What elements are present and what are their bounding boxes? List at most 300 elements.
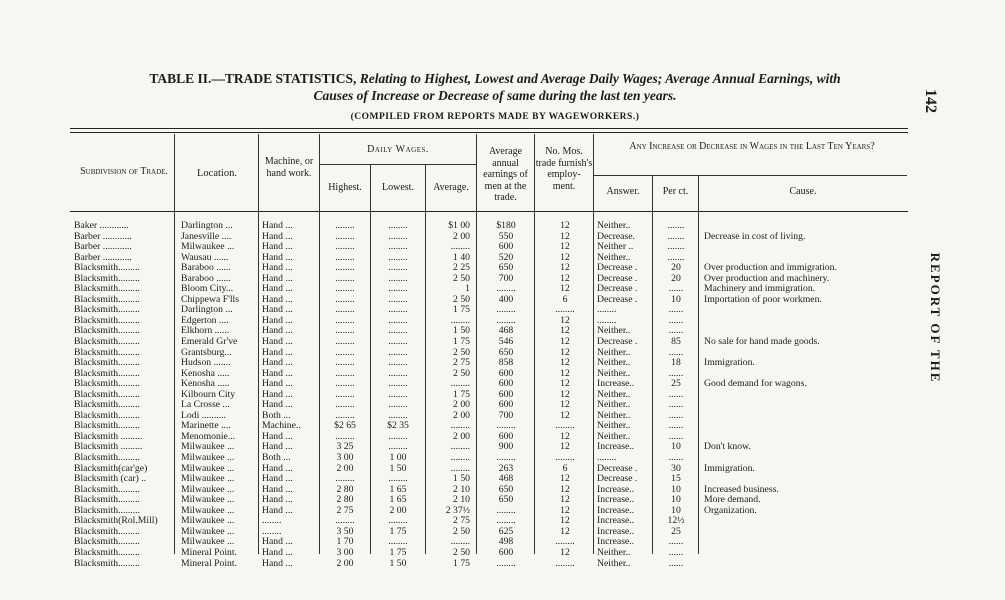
cell-lowest: ........ [388, 263, 408, 274]
header-answer: Answer. [606, 186, 640, 197]
cell-months: 12 [560, 273, 570, 284]
cell-earnings: 650 [498, 484, 514, 495]
cell-percent: ...... [668, 389, 684, 400]
cell-location: Hudson ....... [181, 358, 231, 369]
cell-average: 1 75 [453, 337, 470, 348]
cell-average: 2 50 [453, 347, 470, 358]
cell-cause: Machinery and immigration. [704, 284, 816, 295]
cell-machine: Hand ... [262, 305, 293, 316]
cell-percent: ...... [668, 400, 684, 411]
cell-answer: Increase.. [597, 442, 635, 453]
cell-average: ........ [450, 379, 470, 390]
cell-lowest: 1 00 [389, 453, 407, 464]
cell-cause: Decrease in cost of living. [704, 231, 806, 242]
cell-months: ........ [555, 453, 575, 464]
cell-average: 2 10 [453, 495, 470, 506]
cell-highest: 2 00 [336, 558, 354, 569]
cell-average: ........ [450, 537, 470, 548]
cell-percent: ...... [668, 326, 684, 337]
cell-months: 12 [560, 526, 570, 537]
cell-earnings: ........ [496, 505, 516, 516]
cell-highest: ........ [335, 431, 355, 442]
cell-location: Milwaukee ... [181, 537, 235, 548]
cell-machine: Hand ... [262, 284, 293, 295]
cell-months: 12 [560, 284, 570, 295]
cell-months: 12 [560, 389, 570, 400]
cell-location: Marinette .... [181, 421, 231, 432]
cell-earnings: ........ [496, 284, 516, 295]
cell-answer: Neither.. [597, 252, 631, 263]
cell-earnings: 550 [498, 231, 514, 242]
table-row [0, 537, 1005, 548]
cell-earnings: ........ [496, 516, 516, 527]
cell-percent: 15 [671, 474, 681, 485]
cell-cause: Over production and machinery. [704, 273, 830, 284]
cell-answer: Neither.. [597, 547, 631, 558]
cell-highest: ........ [335, 358, 355, 369]
cell-average: 2 25 [453, 263, 470, 274]
cell-location: Milwaukee ... [181, 474, 235, 485]
cell-location: Darlington ... [181, 305, 233, 316]
cell-subdivision: Blacksmith......... [74, 410, 140, 421]
cell-machine: Hand ... [262, 294, 293, 305]
cell-earnings: 650 [498, 495, 514, 506]
cell-subdivision: Barber ............ [74, 252, 132, 263]
cell-lowest: 1 50 [389, 558, 407, 569]
cell-average: 2 37½ [445, 505, 470, 516]
cell-highest: ........ [335, 252, 355, 263]
cell-percent: ....... [667, 252, 685, 263]
cell-answer: Increase.. [597, 516, 635, 527]
table-row [0, 464, 1005, 475]
cell-earnings: 468 [498, 326, 514, 337]
cell-percent: ...... [668, 547, 684, 558]
cell-subdivision: Blacksmith......... [74, 273, 140, 284]
cell-answer: Neither.. [597, 368, 631, 379]
cell-cause: Increased business. [704, 484, 779, 495]
cell-location: La Crosse ... [181, 400, 230, 411]
cell-average: 1 75 [453, 389, 470, 400]
cell-subdivision: Blacksmith......... [74, 315, 140, 326]
cell-earnings: 498 [498, 537, 514, 548]
cell-machine: Hand ... [262, 337, 293, 348]
cell-percent: 18 [671, 358, 681, 369]
cell-average: ........ [450, 242, 470, 253]
daily-wages-underline [320, 164, 476, 165]
cell-highest: ........ [335, 474, 355, 485]
cell-answer: Decrease . [597, 463, 638, 474]
cell-machine: Machine.. [262, 421, 301, 432]
cell-highest: 3 00 [336, 547, 354, 558]
cell-earnings: ........ [496, 453, 516, 464]
cell-subdivision: Blacksmith......... [74, 558, 140, 569]
cell-answer: Decrease . [597, 273, 638, 284]
cell-average: 1 75 [453, 558, 470, 569]
table-row [0, 232, 1005, 243]
cell-subdivision: Barber ............ [74, 231, 132, 242]
change-group-underline [594, 175, 907, 176]
cell-subdivision: Blacksmith (car) .. [74, 474, 147, 485]
cell-subdivision: Blacksmith......... [74, 484, 140, 495]
cell-months: 12 [560, 315, 570, 326]
header-highest: Highest. [328, 182, 362, 193]
cell-subdivision: Blacksmith(car'ge) [74, 463, 148, 474]
cell-cause: Good demand for wagons. [704, 379, 807, 390]
header-location: Location. [197, 168, 237, 179]
cell-months: 12 [560, 242, 570, 253]
cell-machine: Hand ... [262, 358, 293, 369]
cell-lowest: ........ [388, 305, 408, 316]
table-row [0, 411, 1005, 422]
cell-average: 1 75 [453, 305, 470, 316]
cell-percent: 85 [671, 337, 681, 348]
cell-earnings: 858 [498, 358, 514, 369]
cell-highest: ........ [335, 326, 355, 337]
cell-machine: Hand ... [262, 389, 293, 400]
cell-lowest: ........ [388, 252, 408, 263]
table-row [0, 358, 1005, 369]
cell-percent: 10 [671, 505, 681, 516]
cell-location: Kilbourn City [181, 389, 236, 400]
cell-lowest: 1 75 [389, 547, 407, 558]
cell-average: 1 50 [453, 326, 470, 337]
cell-machine: Hand ... [262, 463, 293, 474]
cell-answer: Increase.. [597, 379, 635, 390]
cell-percent: 10 [671, 294, 681, 305]
cell-subdivision: Blacksmith......... [74, 400, 140, 411]
cell-machine: Hand ... [262, 547, 293, 558]
cell-location: Edgerton .... [181, 315, 229, 326]
cell-earnings: 468 [498, 474, 514, 485]
cell-location: Mineral Point. [181, 547, 237, 558]
title-sub-a: Relating to Highest, Lowest and Average Daily Wages; Average Annual Earnings, with [359, 71, 841, 86]
cell-highest: 2 00 [336, 463, 354, 474]
cell-location: Elkhorn ...... [181, 326, 230, 337]
cell-highest: ........ [335, 400, 355, 411]
cell-highest: ........ [335, 294, 355, 305]
cell-percent: ...... [668, 315, 684, 326]
cell-months: 12 [560, 442, 570, 453]
cell-earnings: 600 [498, 368, 514, 379]
cell-percent: ....... [667, 242, 685, 253]
cell-lowest: ........ [388, 410, 408, 421]
cell-highest: 3 50 [336, 526, 354, 537]
cell-subdivision: Blacksmith......... [74, 263, 140, 274]
cell-earnings: 600 [498, 400, 514, 411]
cell-percent: ...... [668, 453, 684, 464]
cell-highest: ........ [335, 273, 355, 284]
cell-subdivision: Blacksmith ......... [74, 431, 143, 442]
cell-lowest: ........ [388, 400, 408, 411]
cell-lowest: 2 00 [389, 505, 407, 516]
cell-location: Milwaukee ... [181, 442, 235, 453]
cell-earnings: 900 [498, 442, 514, 453]
cell-machine: Hand ... [262, 368, 293, 379]
cell-highest: 2 75 [336, 505, 354, 516]
cell-answer: Neither.. [597, 389, 631, 400]
cell-highest: ........ [335, 263, 355, 274]
cell-answer: Increase.. [597, 537, 635, 548]
cell-machine: Hand ... [262, 242, 293, 253]
cell-average: 2 75 [453, 516, 470, 527]
cell-percent: ...... [668, 421, 684, 432]
cell-percent: ....... [667, 231, 685, 242]
cell-answer: Neither.. [597, 558, 631, 569]
cell-machine: Hand ... [262, 221, 293, 231]
cell-highest: ........ [335, 231, 355, 242]
cell-average: 2 50 [453, 526, 470, 537]
cell-location: Milwaukee ... [181, 484, 235, 495]
table-row [0, 263, 1005, 274]
cell-average: 2 50 [453, 294, 470, 305]
table-row [0, 506, 1005, 517]
table-row [0, 421, 1005, 432]
cell-lowest: ........ [388, 347, 408, 358]
cell-average: 2 50 [453, 368, 470, 379]
cell-percent: ...... [668, 537, 684, 548]
cell-percent: 20 [671, 263, 681, 274]
cell-percent: 10 [671, 495, 681, 506]
cell-months: 12 [560, 505, 570, 516]
cell-percent: ...... [668, 558, 684, 569]
cell-percent: 30 [671, 463, 681, 474]
cell-percent: 10 [671, 442, 681, 453]
cell-earnings: ........ [496, 305, 516, 316]
cell-average: 2 75 [453, 358, 470, 369]
cell-lowest: ........ [388, 337, 408, 348]
cell-answer: Decrease . [597, 474, 638, 485]
cell-percent: ...... [668, 347, 684, 358]
cell-highest: 3 00 [336, 453, 354, 464]
cell-machine: Hand ... [262, 263, 293, 274]
cell-answer: Increase.. [597, 484, 635, 495]
cell-average: 2 00 [453, 410, 470, 421]
cell-lowest: ........ [388, 242, 408, 253]
cell-location: Grantsburg... [181, 347, 232, 358]
table-row [0, 295, 1005, 306]
cell-machine: Hand ... [262, 537, 293, 548]
cell-months: 12 [560, 347, 570, 358]
cell-months: 12 [560, 231, 570, 242]
cell-months: 12 [560, 358, 570, 369]
cell-highest: ........ [335, 410, 355, 421]
cell-lowest: 1 75 [389, 526, 407, 537]
table-body [0, 221, 1005, 569]
title-lead: TABLE II.—TRADE STATISTICS, [149, 71, 357, 86]
cell-earnings: 520 [498, 252, 514, 263]
cell-average: ........ [450, 463, 470, 474]
cell-subdivision: Blacksmith(Rol.Mill) [74, 516, 158, 527]
cell-highest: ........ [335, 389, 355, 400]
table-row [0, 474, 1005, 485]
cell-lowest: 1 65 [389, 495, 407, 506]
cell-months: 12 [560, 410, 570, 421]
table-row [0, 348, 1005, 359]
cell-machine: Hand ... [262, 273, 293, 284]
cell-earnings: $180 [496, 221, 516, 231]
cell-months: 12 [560, 474, 570, 485]
cell-location: Milwaukee ... [181, 453, 235, 464]
header-change-group: Any Increase or Decrease in Wages in the Last Ten Years? [629, 141, 875, 152]
cell-machine: Hand ... [262, 442, 293, 453]
cell-subdivision: Blacksmith......... [74, 358, 140, 369]
cell-lowest: ........ [388, 537, 408, 548]
cell-lowest: ........ [388, 431, 408, 442]
cell-highest: ........ [335, 368, 355, 379]
cell-lowest: ........ [388, 231, 408, 242]
cell-location: Bloom City... [181, 284, 234, 295]
cell-lowest: ........ [388, 273, 408, 284]
cell-answer: Increase.. [597, 526, 635, 537]
cell-highest: ........ [335, 347, 355, 358]
cell-lowest: ........ [388, 516, 408, 527]
table-row [0, 274, 1005, 285]
header-machine: Machine, or hand work. [264, 156, 314, 179]
cell-months: ........ [555, 537, 575, 548]
header-bottom-rule [70, 211, 908, 212]
cell-machine: Both ... [262, 410, 291, 421]
cell-machine: ........ [262, 516, 282, 527]
cell-highest: ........ [335, 315, 355, 326]
cell-lowest: ........ [388, 368, 408, 379]
cell-lowest: ........ [388, 442, 408, 453]
cell-average: 1 [465, 284, 470, 295]
cell-months: 12 [560, 252, 570, 263]
cell-highest: ........ [335, 516, 355, 527]
cell-highest: ........ [335, 305, 355, 316]
cell-answer: ........ [597, 315, 617, 326]
header-months: No. Mos. trade furnish's employ- ment. [535, 146, 593, 192]
cell-answer: Decrease. [597, 231, 635, 242]
cell-lowest: ........ [388, 294, 408, 305]
cell-percent: ....... [667, 221, 685, 231]
cell-subdivision: Blacksmith......... [74, 294, 140, 305]
cell-months: 12 [560, 431, 570, 442]
cell-months: ........ [555, 421, 575, 432]
table-row [0, 369, 1005, 380]
cell-subdivision: Blacksmith......... [74, 505, 140, 516]
cell-earnings: 700 [498, 273, 514, 284]
cell-months: ........ [555, 558, 575, 569]
cell-average: 2 50 [453, 547, 470, 558]
table-row [0, 516, 1005, 527]
cell-average: $1 00 [448, 221, 470, 231]
cell-highest: $2 65 [334, 421, 356, 432]
cell-answer: Increase.. [597, 495, 635, 506]
cell-months: 12 [560, 368, 570, 379]
cell-percent: ...... [668, 305, 684, 316]
cell-lowest: ........ [388, 379, 408, 390]
cell-lowest: ........ [388, 284, 408, 295]
cell-answer: Neither.. [597, 410, 631, 421]
cell-earnings: 546 [498, 337, 514, 348]
cell-subdivision: Blacksmith......... [74, 326, 140, 337]
table-title [60, 70, 930, 104]
cell-cause: Immigration. [704, 463, 755, 474]
table-top-rule-2 [70, 132, 908, 133]
cell-earnings: 263 [498, 463, 514, 474]
cell-subdivision: Blacksmith......... [74, 537, 140, 548]
cell-answer: Decrease . [597, 337, 638, 348]
cell-average: ........ [450, 442, 470, 453]
cell-percent: 12½ [667, 516, 685, 527]
cell-machine: Hand ... [262, 347, 293, 358]
cell-answer: Neither .. [597, 242, 634, 253]
table-row [0, 337, 1005, 348]
header-lowest: Lowest. [382, 182, 414, 193]
cell-location: Kenosha ..... [181, 368, 230, 379]
cell-subdivision: Blacksmith......... [74, 453, 140, 464]
table-row [0, 379, 1005, 390]
cell-machine: Hand ... [262, 400, 293, 411]
cell-subdivision: Barber ............ [74, 242, 132, 253]
cell-location: Kenosha ..... [181, 379, 230, 390]
cell-months: 12 [560, 337, 570, 348]
cell-machine: Hand ... [262, 484, 293, 495]
cell-earnings: 700 [498, 410, 514, 421]
cell-machine: Hand ... [262, 379, 293, 390]
table-row [0, 527, 1005, 538]
cell-location: Milwaukee ... [181, 495, 235, 506]
cell-months: 12 [560, 547, 570, 558]
cell-cause: No sale for hand made goods. [704, 337, 820, 348]
header-cause: Cause. [789, 186, 817, 197]
cell-percent: ...... [668, 410, 684, 421]
cell-answer: Neither.. [597, 431, 631, 442]
cell-months: 12 [560, 400, 570, 411]
cell-location: Chippewa F'lls [181, 294, 239, 305]
cell-earnings: ........ [496, 421, 516, 432]
cell-earnings: ........ [496, 315, 516, 326]
cell-percent: ...... [668, 284, 684, 295]
cell-location: Janesville .... [181, 231, 232, 242]
cell-highest: ........ [335, 242, 355, 253]
cell-earnings: 650 [498, 263, 514, 274]
cell-average: 1 50 [453, 474, 470, 485]
cell-machine: Hand ... [262, 231, 293, 242]
cell-location: Milwaukee ... [181, 516, 235, 527]
cell-average: 2 10 [453, 484, 470, 495]
cell-average: ........ [450, 315, 470, 326]
table-row [0, 305, 1005, 316]
table-row [0, 253, 1005, 264]
cell-cause: Don't know. [704, 442, 751, 453]
cell-lowest: ........ [388, 326, 408, 337]
table-row [0, 400, 1005, 411]
cell-highest: ........ [335, 379, 355, 390]
cell-location: Milwaukee ... [181, 463, 235, 474]
cell-location: Milwaukee ... [181, 505, 235, 516]
cell-highest: 1 70 [336, 537, 354, 548]
cell-average: 2 00 [453, 431, 470, 442]
cell-percent: 25 [671, 379, 681, 390]
table-row [0, 559, 1005, 570]
header-daily-wages: Daily Wages. [367, 144, 429, 155]
table-row [0, 316, 1005, 327]
header-percent: Per ct. [662, 186, 689, 197]
cell-months: 12 [560, 379, 570, 390]
cell-machine: Hand ... [262, 315, 293, 326]
cell-machine: Hand ... [262, 431, 293, 442]
cell-percent: 25 [671, 526, 681, 537]
cell-location: Lodi .......... [181, 410, 226, 421]
cell-machine: Hand ... [262, 326, 293, 337]
cell-cause: More demand. [704, 495, 761, 506]
cell-location: Menomonie... [181, 431, 236, 442]
table-row [0, 326, 1005, 337]
cell-lowest: ........ [388, 315, 408, 326]
cell-subdivision: Blacksmith......... [74, 347, 140, 358]
